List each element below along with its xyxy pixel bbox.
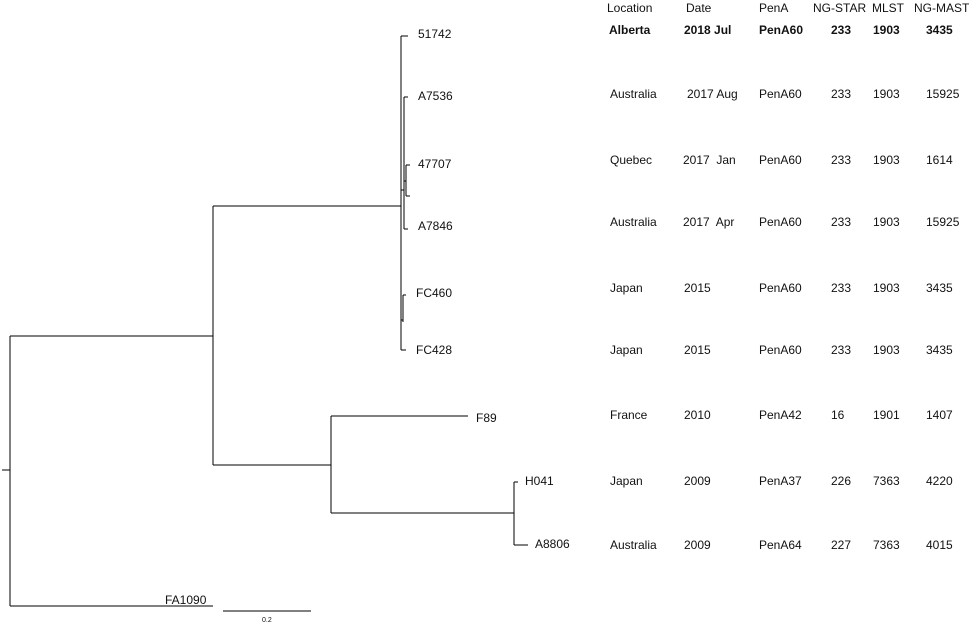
cell-pena: PenA60 (759, 281, 802, 295)
leaf-label: FC460 (416, 286, 453, 300)
cell-pena: PenA60 (759, 153, 802, 167)
cell-date: 2015 (684, 343, 711, 357)
column-header-pena: PenA (759, 1, 789, 15)
cell-date: 2009 (684, 474, 711, 488)
cell-date: 2017 Apr (683, 215, 735, 229)
cell-date: 2017 Aug (687, 87, 738, 101)
cell-mlst: 7363 (873, 538, 900, 552)
cell-ngmast: 4220 (926, 474, 953, 488)
cell-ngstar: 226 (831, 474, 852, 488)
leaf-label: FA1090 (165, 593, 207, 607)
leaf-label: A7846 (418, 219, 453, 233)
column-header-ngmast: NG-MAST (914, 1, 970, 15)
cell-location: Quebec (610, 153, 653, 167)
leaf-label: 51742 (418, 27, 452, 41)
cell-ngmast: 1407 (926, 408, 953, 422)
cell-ngstar: 233 (831, 215, 852, 229)
cell-location: France (610, 408, 648, 422)
cell-ngmast: 3435 (926, 23, 953, 37)
cell-pena: PenA60 (759, 23, 804, 37)
leaf-label: F89 (476, 411, 497, 425)
leaf-label: H041 (525, 474, 554, 488)
cell-ngmast: 3435 (926, 281, 953, 295)
cell-mlst: 1903 (873, 153, 900, 167)
leaf-label: 47707 (418, 157, 452, 171)
cell-pena: PenA37 (759, 474, 802, 488)
cell-location: Australia (610, 215, 657, 229)
cell-location: Japan (610, 343, 643, 357)
cell-location: Alberta (609, 23, 651, 37)
cell-ngmast: 15925 (926, 87, 960, 101)
cell-date: 2010 (684, 408, 711, 422)
cell-mlst: 1903 (873, 23, 900, 37)
cell-ngstar: 233 (831, 87, 852, 101)
column-header-location: Location (607, 1, 653, 15)
cell-date: 2009 (684, 538, 711, 552)
scale-bar-label: 0.2 (262, 617, 272, 624)
cell-ngstar: 16 (831, 408, 845, 422)
cell-mlst: 1903 (873, 215, 900, 229)
leaf-label: A8806 (535, 537, 570, 551)
cell-ngmast: 15925 (926, 215, 960, 229)
cell-mlst: 1903 (873, 343, 900, 357)
cell-date: 2018 Jul (684, 23, 732, 37)
cell-ngstar: 233 (831, 343, 852, 357)
cell-location: Japan (610, 474, 643, 488)
cell-mlst: 1903 (873, 281, 900, 295)
cell-mlst: 1901 (873, 408, 900, 422)
cell-pena: PenA60 (759, 215, 802, 229)
leaf-label: A7536 (418, 89, 453, 103)
cell-pena: PenA64 (759, 538, 802, 552)
cell-pena: PenA60 (759, 87, 802, 101)
cell-ngmast: 4015 (926, 538, 953, 552)
cell-ngstar: 233 (831, 153, 852, 167)
cell-mlst: 1903 (873, 87, 900, 101)
cell-ngmast: 1614 (926, 153, 953, 167)
cell-date: 2017 Jan (683, 153, 736, 167)
cell-location: Australia (610, 538, 657, 552)
leaf-label: FC428 (416, 343, 453, 357)
column-header-mlst: MLST (872, 1, 905, 15)
cell-ngmast: 3435 (926, 343, 953, 357)
cell-ngstar: 233 (831, 281, 852, 295)
column-header-ngstar: NG-STAR (813, 1, 867, 15)
cell-location: Australia (610, 87, 657, 101)
cell-pena: PenA42 (759, 408, 802, 422)
cell-ngstar: 233 (831, 23, 852, 37)
cell-ngstar: 227 (831, 538, 852, 552)
cell-date: 2015 (684, 281, 711, 295)
cell-location: Japan (610, 281, 643, 295)
column-header-date: Date (686, 1, 712, 15)
cell-pena: PenA60 (759, 343, 802, 357)
cell-mlst: 7363 (873, 474, 900, 488)
